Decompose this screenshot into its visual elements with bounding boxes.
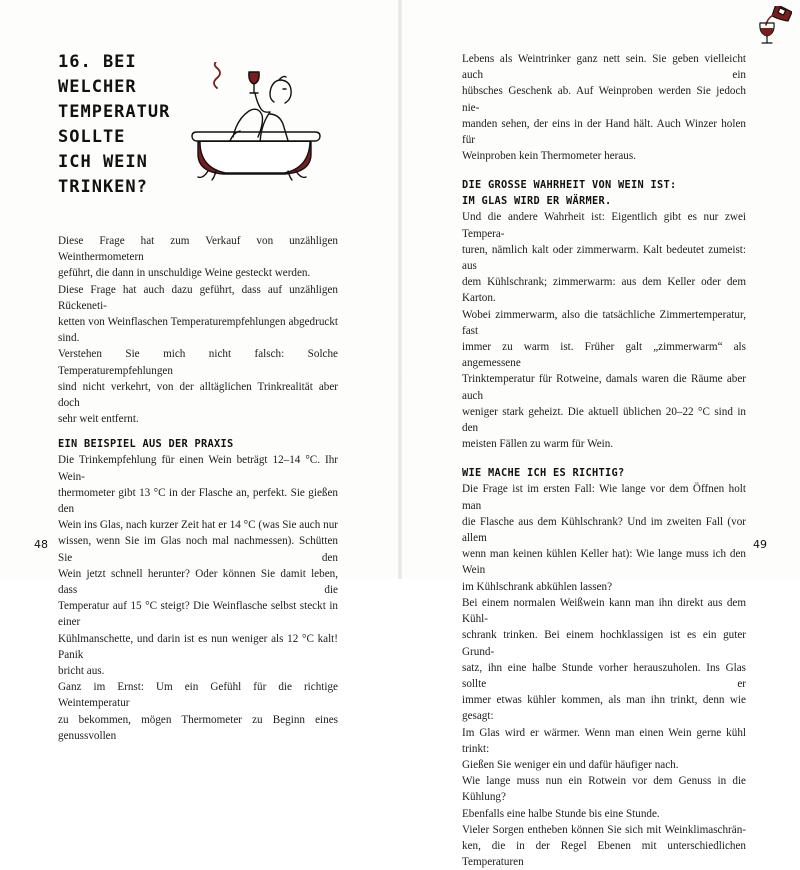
truth-paragraph <box>462 209 746 452</box>
text-line: schrank trinken. Bei einem hochklassigen ist es ein guter Grund- <box>462 629 746 658</box>
page-number-left: 48 <box>34 538 48 551</box>
text-line: Verstehen Sie mich nicht falsch: Solche Temperaturempfehlungen <box>58 348 338 377</box>
example-paragraph <box>58 452 338 744</box>
section-heading-line: DIE GROSSE WAHRHEIT VON WEIN IST: <box>462 179 677 192</box>
chapter-title <box>58 50 170 200</box>
section-heading: WIE MACHE ICH ES RICHTIG? <box>462 467 625 480</box>
text-line: Diese Frage hat zum Verkauf von unzähligen Weinthermometern <box>58 235 338 264</box>
left-body <box>58 233 338 744</box>
text-line: thermometer gibt 13 °C in der Flasche an, perfekt. Sie gießen den <box>58 486 338 516</box>
text-line: bricht aus. <box>58 665 105 678</box>
text-line: Wein jetzt schnell herunter? Oder können Sie damit leben, dass die <box>58 567 338 597</box>
text-line: immer zu warm ist. Früher galt „zimmerwarm“ als angemessene <box>462 341 746 370</box>
continuation-paragraph <box>462 51 746 164</box>
text-line: Die Trinkempfehlung für einen Wein beträgt 12–14 °C. Ihr Wein- <box>58 454 338 483</box>
text-line: Lebens als Weintrinker ganz nett sein. Sie geben vielleicht auch ein <box>462 53 746 82</box>
section-heading: EIN BEISPIEL AUS DER PRAXIS <box>58 438 234 451</box>
howto-paragraph <box>462 481 746 870</box>
book-gutter <box>398 0 402 579</box>
text-line: die Flasche aus dem Kühlschrank? Und im zweiten Fall (vor allem <box>462 515 746 545</box>
text-line: turen, nämlich kalt oder zimmerwarm. Kalt bedeutet zumeist: aus <box>462 243 746 273</box>
section-heading <box>462 177 746 209</box>
text-line: sehr weit entfernt. <box>58 413 139 426</box>
text-line: wenn man keinen kühlen Keller hat): Wie lange muss ich den Wein <box>462 548 746 577</box>
text-line: Kühlmanschette, und darin ist es nun weniger als 12 °C kalt! Panik <box>58 632 338 661</box>
text-line: Ganz im Ernst: Um ein Gefühl für die richtige Weintemperatur <box>58 681 338 710</box>
chapter-title-line: WELCHER <box>58 77 137 97</box>
chapter-title-line: TRINKEN? <box>58 177 148 197</box>
intro-paragraph <box>58 233 338 427</box>
page-number-right: 49 <box>753 538 767 551</box>
text-line: Gießen Sie weniger ein und dafür häufiger nach. <box>462 758 679 771</box>
text-line: im Kühlschrank abkühlen lassen? <box>462 580 613 593</box>
text-line: geführt, die dann in unschuldige Weine gesteckt werden. <box>58 267 311 280</box>
text-line: Trinktemperatur für Rotweine, damals waren die Räume aber auch <box>462 373 746 402</box>
text-line: Wie lange muss nun ein Rotwein vor dem Genuss in die Kühlung? <box>462 775 746 804</box>
text-line: hübsches Geschenk ab. Auf Weinproben werden Sie jedoch nie- <box>462 85 746 114</box>
text-line: weniger stark geheizt. Die aktuell üblichen 20–22 °C sind in den <box>462 405 746 435</box>
text-line: Bei einem normalen Weißwein kann man ihn direkt aus dem Kühl- <box>462 596 746 626</box>
text-line: Und die andere Wahrheit ist: Eigentlich gibt es nur zwei Tempera- <box>462 211 746 240</box>
chapter-title-line: ICH WEIN <box>58 152 148 172</box>
text-line: Weinproben kein Thermometer heraus. <box>462 150 636 163</box>
section-heading-line: IM GLAS WIRD ER WÄRMER. <box>462 195 612 208</box>
text-line: ketten von Weinflaschen Temperaturempfehlungen abgedruckt sind. <box>58 316 338 345</box>
text-line: Die Frage ist im ersten Fall: Wie lange vor dem Öffnen holt man <box>462 483 746 512</box>
right-body <box>462 51 746 870</box>
chapter-title-line: 16. BEI <box>58 52 137 72</box>
text-line: immer etwas kühler kommen, als man ihn trinkt, denn wie gesagt: <box>462 694 746 723</box>
text-line: meisten Fällen zu warm für Wein. <box>462 438 614 451</box>
chapter-title-line: SOLLTE <box>58 127 126 147</box>
text-line: wissen, wenn Sie im Glas noch mal nachmessen). Schütten Sie den <box>58 535 338 564</box>
text-line: dem Kühlschrank; zimmerwarm: aus dem Keller oder dem Karton. <box>462 276 746 305</box>
text-line: ken, die in der Regel Ebenen mit unterschiedlichen Temperaturen <box>462 839 746 869</box>
text-line: Im Glas wird er wärmer. Wenn man einen Wein gerne kühl trinkt: <box>462 726 746 755</box>
chapter-title-line: TEMPERATUR <box>58 102 171 122</box>
text-line: Wobei zimmerwarm, also die tatsächliche Zimmertemperatur, fast <box>462 308 746 337</box>
text-line: Vieler Sorgen entheben können Sie sich mit Weinklimaschrän- <box>462 823 746 836</box>
text-line: satz, ihn eine halbe Stunde vorher herauszuholen. Ins Glas sollte er <box>462 661 746 690</box>
text-line: Temperatur auf 15 °C steigt? Die Weinflasche selbst steckt in einer <box>58 600 338 629</box>
text-line: Ebenfalls eine halbe Stunde bis eine Stunde. <box>462 807 660 820</box>
text-line: Wein ins Glas, nach kurzer Zeit hat er 14 °C (was Sie auch nur <box>58 519 338 532</box>
text-line: Diese Frage hat auch dazu geführt, dass auf unzähligen Rückeneti- <box>58 283 338 312</box>
bathtub-wine-illustration <box>178 62 338 190</box>
text-line: manden sehen, der eins in der Hand hält. Auch Winzer holen für <box>462 117 746 147</box>
text-line: sind nicht verkehrt, von der alltäglichen Trinkrealität aber doch <box>58 380 338 410</box>
text-line: zu bekommen, mögen Thermometer zu Beginn eines genussvollen <box>58 713 338 742</box>
wine-bottle-glass-icon <box>746 6 792 48</box>
